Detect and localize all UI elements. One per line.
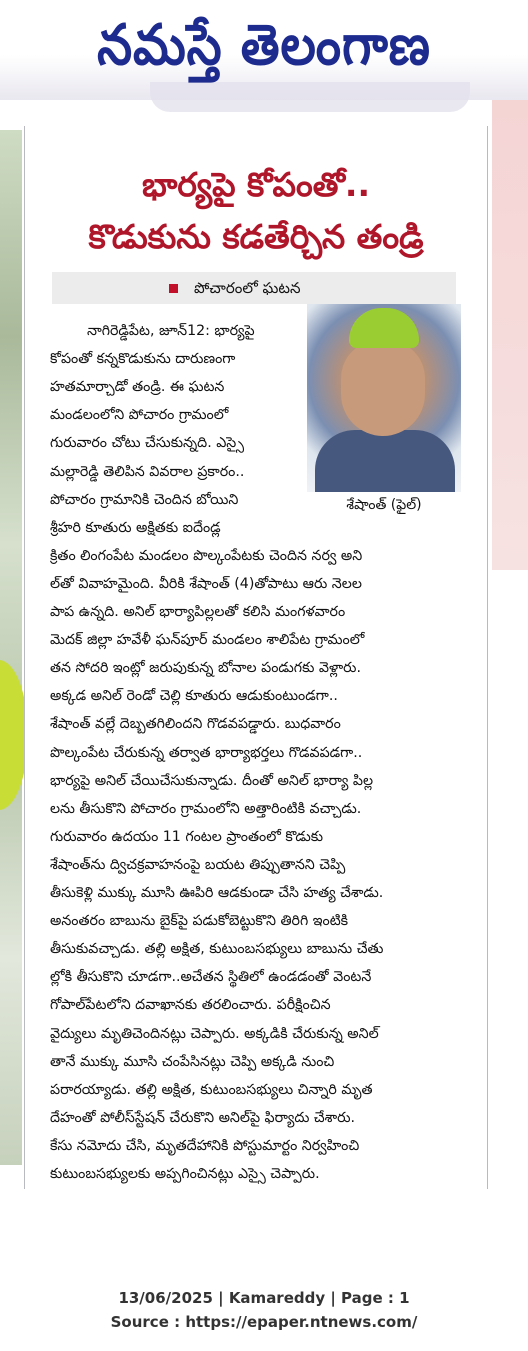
article-line: గోపాల్‌పేటలోని దవాఖానకు తరలించారు. పరీక్షించిన [50, 997, 331, 1014]
article-line: మండలంలోని పోచారం గ్రామంలో [50, 407, 229, 424]
article-line: క్రితం లింగంపేట మండలం పొల్కంపేటకు చెందిన నర్వ అని [50, 547, 363, 564]
article-line: వైద్యులు మృతిచెందినట్లు చెప్పారు. అక్కడికి చేరుకున్న అనిల్ [50, 1025, 379, 1042]
article-line: ల్‌తో వివాహమైంది. వీరికి శేషాంత్ (4)తోపాటు ఆరు నెలల [50, 575, 362, 592]
news-article [24, 126, 488, 1189]
article-line: మల్లారెడ్డి తెలిపిన వివరాల ప్రకారం.. [50, 463, 245, 480]
masthead [0, 0, 528, 100]
newspaper-logo: నమస్తే తెలంగాణ [97, 13, 431, 78]
article-line: తీసుకువచ్చాడు. తల్లి అక్షిత, కుటుంబసభ్యులు బాబును చేతు [50, 941, 384, 958]
article-line: పాప ఉన్నది. అనిల్ భార్యాపిల్లలతో కలిసి మంగళవారం [50, 604, 346, 620]
source-link[interactable]: Source : https://epaper.ntnews.com/ [110, 1313, 418, 1331]
article-line: గురువారం ఉదయం 11 గంటల ప్రాంతంలో కొడుకు [50, 828, 324, 845]
article-line: అనంతరం బాబును బైక్‌పై పడుకోబెట్టుకొని తిరిగి ఇంటికి [50, 913, 349, 930]
article-line: కేసు నమోదు చేసి, మృతదేహానికి పోస్టుమార్టం నిర్వహించి [50, 1137, 360, 1154]
subheading-bar [52, 272, 456, 304]
article-line: గురువారం చోటు చేసుకున్నది. ఎస్సై [50, 435, 245, 452]
subheading-text: పోచారంలో ఘటన [194, 279, 301, 297]
masthead-shadow [150, 82, 470, 112]
photo-caption: శేషాంత్ (ఫైల్) [346, 497, 422, 513]
article-line: నాగిరెడ్డిపేట, జూన్12: భార్యపై [87, 323, 255, 339]
article-line: తీసుకెళ్లి ముక్కు మూసి ఊపిరి ఆడకుండా చేసి హత్య చేశాడు. [50, 885, 384, 901]
edition-info: 13/06/2025 | Kamareddy | Page : 1 [118, 1289, 410, 1307]
adjacent-clipping-left [0, 130, 22, 1165]
photo-party-hat [349, 308, 419, 348]
article-line: హతమార్చాడో తండ్రి. ఈ ఘటన [50, 379, 225, 396]
article-line: కుటుంబసభ్యులకు అప్పగించినట్లు ఎస్సై చెప్పారు. [50, 1166, 320, 1182]
article-line: అక్కడ అనిల్ రెండో చెల్లి కూతురు ఆడుకుంటుండగా.. [50, 688, 338, 705]
article-line: ల్లోకి తీసుకొని చూడగా..అచేతన స్థితిలో ఉండడంతో వెంటనే [50, 969, 372, 986]
article-line: శేషాంత్‌ను ద్విచక్రవాహనంపై బయట తిప్పుతానని చెప్పి [50, 856, 346, 873]
child-photo [307, 304, 461, 492]
article-line: తానే ముక్కు మూసి చంపేసినట్లు చెప్పి అక్కడి నుంచి [50, 1053, 335, 1070]
photo-shirt [315, 430, 455, 492]
article-line: భార్యపై అనిల్ చేయిచేసుకున్నాడు. దీంతో అనిల్ భార్యా పిల్ల [50, 772, 374, 789]
photo-face [341, 340, 425, 436]
article-line: పరారయ్యాడు. తల్లి అక్షిత, కుటుంబసభ్యులు చిన్నారి మృత [50, 1081, 373, 1098]
article-line: శేషాంత్ వల్లే దెబ్బతగిలిందని గొడవపడ్డారు. బుధవారం [50, 716, 341, 733]
article-line: మెదక్ జిల్లా హవేళీ ఘన్‌పూర్ మండలం శాలిపేట గ్రామంలో [50, 632, 365, 649]
adjacent-graphic-pink [492, 100, 528, 570]
article-line: పొల్కంపేట చేరుకున్న తర్వాత భార్యాభర్తలు గొడవపడగా.. [50, 744, 363, 761]
article-line: శ్రీహరి కూతురు అక్షితకు ఐదేండ్ల [50, 519, 221, 536]
article-line: లను తీసుకొని పోచారం గ్రామంలోని అత్తారింటికి వచ్చాడు. [50, 800, 362, 817]
headline-line-2: కొడుకును కడతేర్చిన తండ్రి [88, 217, 424, 256]
adjacent-clipping-right [486, 100, 528, 1180]
article-line: దేహంతో పోలీస్‌స్టేషన్ చేరుకొని అనిల్‌పై ఫిర్యాదు చేశారు. [50, 1109, 355, 1126]
article-line: తన సోదరి ఇంట్లో జరుపుకున్న బోనాల పండుగకు వెళ్లారు. [50, 660, 361, 677]
article-line: పోచారం గ్రామానికి చెందిన బోయిని [50, 491, 239, 508]
headline-line-1: భార్యపై కోపంతో.. [142, 165, 370, 204]
article-line: కోపంతో కన్నకొడుకును దారుణంగా [50, 351, 236, 368]
square-bullet-icon [169, 284, 178, 293]
